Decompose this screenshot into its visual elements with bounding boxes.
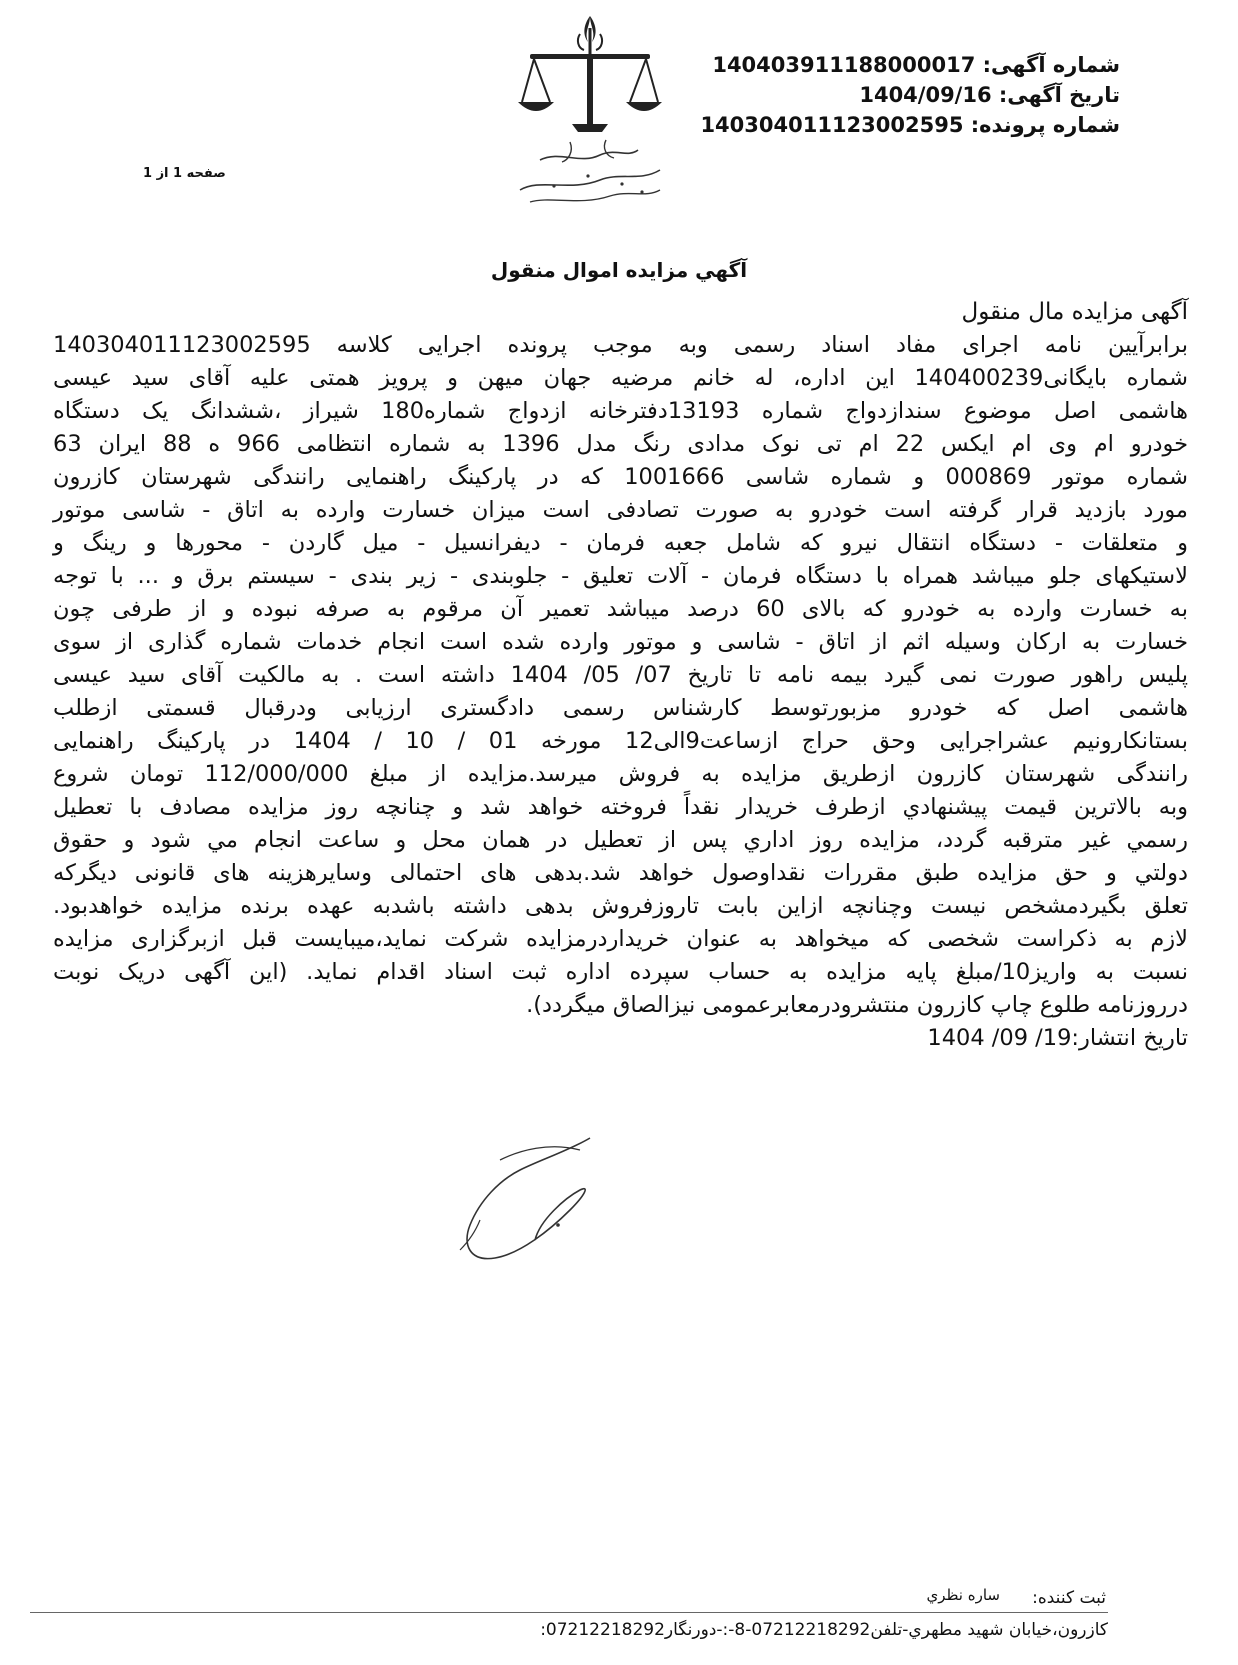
registrar-label: ثبت کننده: <box>1032 1588 1106 1608</box>
body-line: بستانکارونیم عشراجرایی وحق حراج ازساعت9الی12 مورخه 01 / 10 / 1404 در پارکینگ راهنمایی <box>53 728 1189 754</box>
footer-address: کازرون،خیابان شهید مطهري-تلفن07212218292-8-:-دورنگار07212218292: <box>540 1620 1108 1640</box>
body-line: لاستیکهای جلو میباشد همراه با دستگاه فرمان - آلات تعلیق - جلوبندی - زیر بندی - سیستم برق و ... با توجه <box>53 563 1188 589</box>
registrar-name: ساره نظري <box>926 1586 1000 1604</box>
body-line: برابرآیین نامه اجرای مفاد اسناد رسمی وبه موجب پرونده اجرایی کلاسه 140304011123002595 <box>53 332 1188 358</box>
ad-meta-block <box>700 50 1120 140</box>
judiciary-emblem-icon <box>510 10 670 220</box>
body-line: به خسارت وارده به خودرو که بالای 60 درصد میباشد تعمیر آن مرقوم به صرفه نبوده و از طرفی چون <box>53 596 1189 622</box>
body-line: هاشمی اصل که خودرو مزبورتوسط کارشناس رسمی دادگستری ارزیابی ودرقبال قسمتی ازطلب <box>53 695 1188 721</box>
body-line: شماره بایگانی140400239 این اداره، له خانم مرضیه جهان میهن و پرویز همتی علیه آقای سید عیسی <box>53 365 1188 391</box>
document-body <box>53 296 1188 1055</box>
ad-date-value: 1404/09/16 <box>859 83 992 107</box>
handwritten-signature <box>440 1130 620 1270</box>
ad-date-row <box>700 80 1120 110</box>
body-line: رسمي غیر مترقبه گردد، مزایده روز اداري پس از تعطیل در همان محل و ساعت انجام مي شود و حقوق <box>53 827 1188 853</box>
body-line: تاریخ انتشار:19/ 09/ 1404 <box>927 1025 1188 1051</box>
ad-number-row <box>700 50 1120 80</box>
file-number-row <box>700 110 1120 140</box>
body-line: و متعلقات - دستگاه انتقال نیرو که شامل جعبه فرمان - دیفرانسیل - میل گاردن - محورها و رینگ و <box>53 530 1188 556</box>
body-line: رانندگی شهرستان کازرون ازطریق مزایده به فروش میرسد.مزایده از مبلغ 112/000/000 تومان شروع <box>53 761 1188 787</box>
ad-number-value: 140403911188000017 <box>712 53 976 77</box>
ad-date-label: تاریخ آگهی: <box>998 83 1120 107</box>
file-number-label: شماره پرونده: <box>970 113 1120 137</box>
page-indicator: صفحه 1 از 1 <box>143 166 226 181</box>
body-line: لازم به ذکراست شخصی که میخواهد به عنوان خریداردرمزایده شرکت نماید،میبایست قبل ازبرگزاری مزایده <box>53 926 1188 952</box>
body-line: آگهی مزایده مال منقول <box>961 299 1188 325</box>
body-line: درروزنامه طلوع چاپ کازرون منتشرودرمعابرعمومی نیزالصاق میگردد). <box>526 992 1188 1018</box>
body-line: وبه بالاترین قیمت پیشنهادي ازطرف خریدار نقداً فروخته خواهد شد و چنانچه روز مزایده مصادف با تعطیل <box>53 794 1188 820</box>
document-title: آگهي مزايده اموال منقول <box>490 258 748 282</box>
body-line: دولتي و حق مزایده طبق مقررات نقداوصول خواهد شد.بدهی های احتمالی وسایرهزینه های قانونی دیگرکه <box>53 860 1188 886</box>
body-line: هاشمی اصل موضوع سندازدواج شماره 13193دفترخانه ازدواج شماره180 شیراز ،ششدانگ یک دستگاه <box>53 398 1189 424</box>
body-line: پلیس راهور صورت نمی گیرد بیمه نامه تا تاریخ 07/ 05/ 1404 داشته است . به مالکیت آقای سید عیسی <box>53 662 1189 688</box>
body-line: شماره موتور 000869 و شماره شاسی 1001666 که در پارکینگ راهنمایی رانندگی شهرستان کازرون <box>53 464 1188 490</box>
body-line: نسبت به واریز10/مبلغ پایه مزایده به حساب سپرده اداره ثبت اسناد اقدام نماید. (این آگهی دریک نوبت <box>53 959 1188 985</box>
footer-divider <box>30 1612 1108 1613</box>
body-line: خسارت به ارکان وسیله اثم از اتاق - شاسی و موتور وارده شده است انجام خدمات شماره گذاری از سوی <box>53 629 1188 655</box>
body-line: خودرو ام وی ام ایکس 22 ام تی نوک مدادی رنگ مدل 1396 به شماره انتظامی 966 ه 88 ایران 63 <box>53 431 1189 457</box>
file-number-value: 140304011123002595 <box>700 113 964 137</box>
body-line: تعلق بگیردمشخص نیست وچنانچه ازاین بابت تاروزفروش بدهی داشته باشدبه عهده برنده مزایده خواهدبود. <box>53 893 1188 919</box>
body-line: مورد بازدید قرار گرفته است خودرو به صورت تصادفی است میزان خسارت وارده به اتاق - شاسی موتور <box>53 497 1188 523</box>
ad-number-label: شماره آگهی: <box>982 53 1120 77</box>
